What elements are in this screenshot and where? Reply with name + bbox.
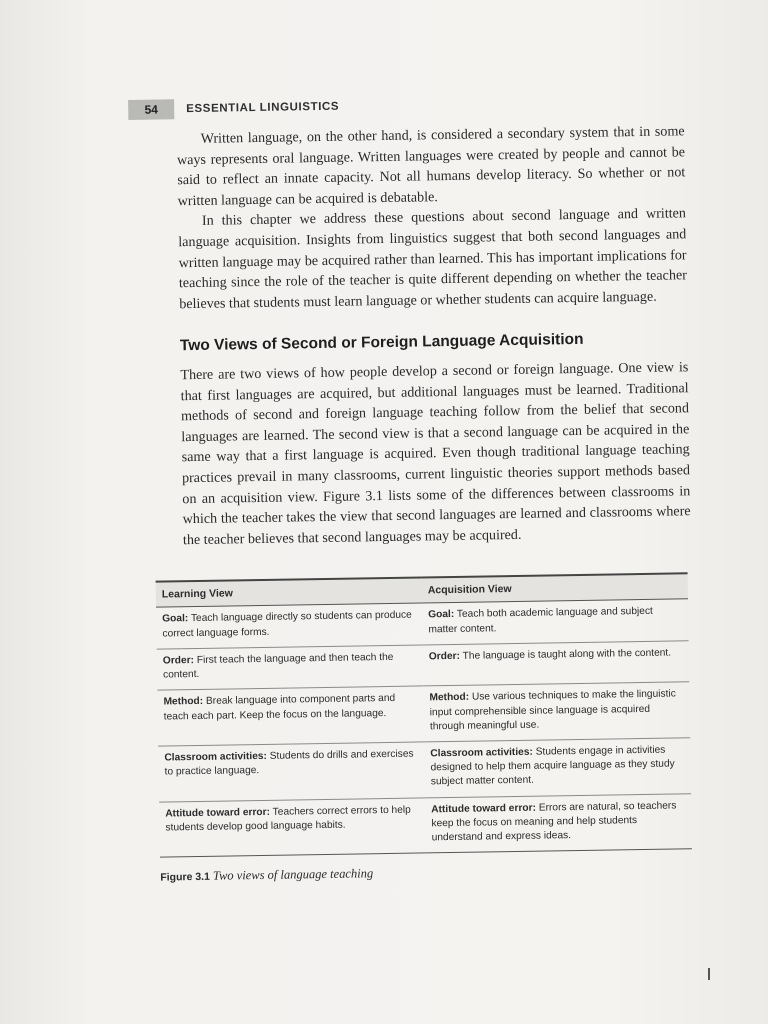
figure-title: Two views of language teaching	[212, 866, 374, 883]
table-row	[159, 793, 692, 857]
acquisition-cell	[423, 641, 690, 687]
row-label: Method:	[163, 696, 204, 708]
row-text: Use various techniques to make the linguistic input comprehensible since language is acquired through meaningful use.	[429, 688, 676, 733]
learning-cell	[157, 686, 424, 746]
row-label: Order:	[428, 650, 461, 663]
row-label: Classroom activities:	[164, 750, 267, 764]
row-text: Break language into component parts and teach each part. Keep the focus on the language.	[163, 693, 396, 723]
paragraph-two-views: There are two views of how people develop a second or foreign language. One view is that first languages are acquired, but additional languages must be learned. Traditional methods of second and foreign language teaching follow from the belief that second languages are learned. The second view is that a second language can be acquired in the same way that a first language is acquired. Even though traditional language teaching practices prevail in many classrooms, current linguistic theories support methods based on an acquisition view. Figure 3.1 lists some of the differences between classrooms in which the teacher takes the view that second languages are learned and classrooms where the teacher believes that second languages may be acquired.	[180, 359, 691, 548]
row-text: Teach language directly so students can produce correct language forms.	[162, 610, 412, 640]
row-text: The language is taught along with the content.	[462, 647, 672, 662]
acquisition-cell	[422, 599, 689, 645]
section-heading: Two Views of Second or Foreign Language Acquisition	[179, 331, 584, 355]
table-row	[157, 682, 690, 746]
row-text: First teach the language and then teach the content.	[163, 651, 394, 681]
intro-text	[177, 121, 692, 550]
row-text: Students do drills and exercises to practice language.	[164, 748, 414, 778]
row-label: Attitude toward error:	[165, 806, 271, 820]
row-text: Teachers correct errors to help students develop good language habits.	[165, 804, 411, 834]
acquisition-cell	[424, 738, 691, 798]
row-text: Students engage in activities designed to help them acquire language as they study subject matter content.	[430, 744, 675, 788]
page-number: 54	[128, 99, 174, 120]
figure-table	[156, 573, 692, 858]
row-label: Order:	[162, 654, 195, 667]
page-content	[128, 87, 700, 885]
paragraph-chapter-overview: In this chapter we address these questions about second language and written language acquisition. Insights from linguistics suggest that both second languages and written language may be acquired rather than learned. This has important implications for teaching since the role of the teacher is quite different depending on whether the teacher believes that students must learn language or whether students can acquire language.	[178, 205, 688, 312]
learning-cell	[159, 797, 426, 857]
learning-cell	[158, 742, 425, 802]
row-label: Classroom activities:	[430, 746, 533, 760]
row-text: Teach both academic language and subject matter content.	[428, 606, 653, 636]
row-label: Goal:	[162, 613, 189, 626]
running-head	[128, 87, 688, 124]
figure-caption	[160, 861, 700, 884]
paragraph-written-language: Written language, on the other hand, is considered a secondary system that in some ways represents oral language. Written languages were created by people and cannot be said to reflect an innate capacity. Not all humans develop literacy. So whether or not written language can be acquired is debatable.	[176, 123, 686, 210]
page-edge-mark	[708, 968, 710, 980]
column-header-acquisition: Acquisition View	[422, 574, 688, 604]
acquisition-cell	[423, 682, 690, 742]
row-label: Method:	[429, 692, 470, 704]
acquisition-cell	[425, 793, 692, 853]
row-text: Errors are natural, so teachers keep the focus on meaning and help students understand and express ideas.	[431, 799, 677, 844]
column-header-learning: Learning View	[156, 578, 422, 608]
learning-cell	[157, 645, 424, 691]
book-title: ESSENTIAL LINGUISTICS	[186, 100, 340, 116]
table-row	[158, 738, 691, 802]
figure-label: Figure 3.1	[160, 870, 210, 884]
learning-cell	[156, 603, 423, 649]
row-label: Goal:	[428, 609, 455, 621]
row-label: Attitude toward error:	[431, 802, 537, 815]
